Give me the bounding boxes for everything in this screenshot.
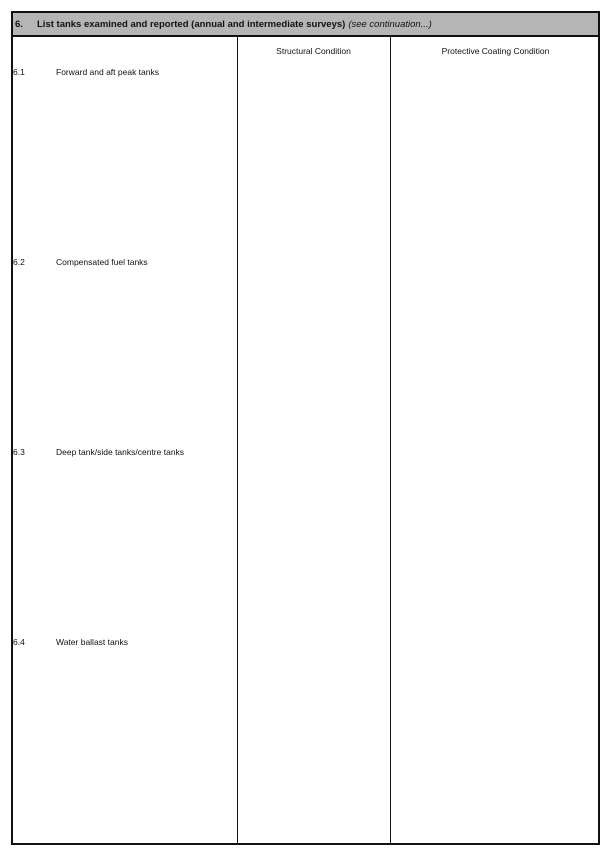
- row-label: Compensated fuel tanks: [56, 257, 148, 267]
- continuation-link[interactable]: (see continuation...): [348, 18, 432, 30]
- row-label: Forward and aft peak tanks: [56, 67, 160, 77]
- column-divider-structural: [237, 37, 238, 843]
- section-header: [13, 13, 598, 37]
- column-divider-coating: [390, 37, 391, 843]
- structural-condition-heading: Structural Condition: [276, 46, 351, 56]
- row-label: Water ballast tanks: [56, 637, 128, 647]
- row-number: 6.3: [13, 447, 25, 457]
- row-number: 6.4: [13, 637, 25, 647]
- row-number: 6.2: [13, 257, 25, 267]
- section-number: 6.: [15, 18, 23, 30]
- row-label: Deep tank/side tanks/centre tanks: [56, 447, 185, 457]
- tank-survey-form: [11, 11, 600, 845]
- coating-condition-heading: Protective Coating Condition: [441, 46, 550, 56]
- row-number: 6.1: [13, 67, 25, 77]
- section-title: List tanks examined and reported (annual and intermediate surveys): [37, 18, 346, 30]
